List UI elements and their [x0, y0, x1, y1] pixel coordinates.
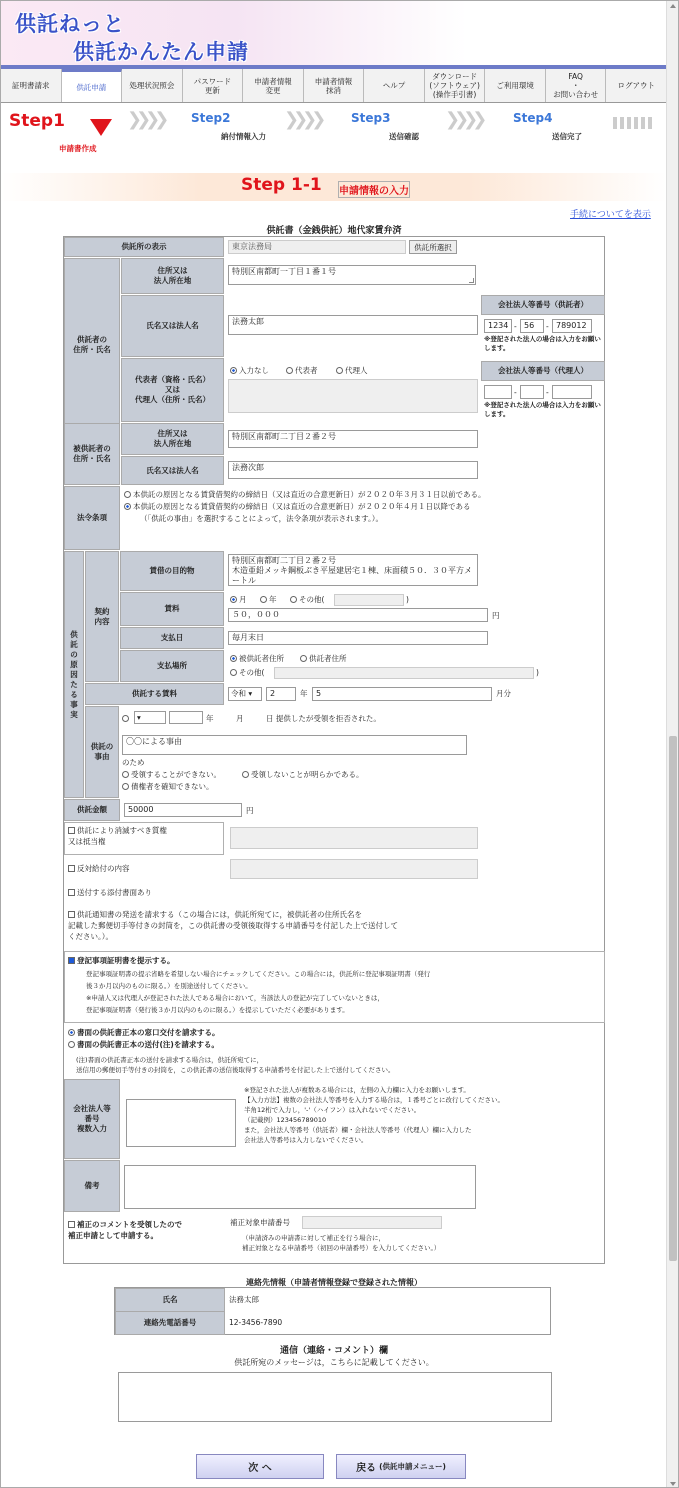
step2-label: Step2 [191, 111, 231, 125]
reason-input[interactable]: 〇〇による事由 [122, 735, 467, 755]
site-header [1, 1, 667, 69]
office-select-button[interactable]: 供託所選択 [409, 240, 457, 254]
comment-input[interactable] [118, 1372, 552, 1422]
nav-help[interactable]: ヘルプ [364, 69, 425, 102]
payplace-other-input[interactable] [274, 667, 534, 679]
law-option-1[interactable]: 本供託の原因となる賃貸借契約の締結日（又は直近の合意更新日）が２０２０年３月３１日以前である。 [124, 489, 604, 500]
next-button[interactable]: 次 へ [196, 1454, 324, 1479]
office-input[interactable]: 東京法務局 [228, 240, 406, 254]
nav-user-delete[interactable]: 申請者情報 抹消 [304, 69, 365, 102]
scroll-up-icon[interactable] [670, 4, 676, 8]
multi-corp-label: 会社法人等 番号 複数入力 [64, 1079, 120, 1159]
amount-unit: 円 [246, 806, 254, 815]
rep-radio-representative[interactable]: 代表者 [286, 365, 318, 376]
contact-tel-label: 連絡先電話番号 [115, 1311, 225, 1335]
main-nav [1, 69, 667, 103]
registration-checkbox[interactable]: 登記事項証明書を提示する。 [68, 955, 175, 966]
law-note: （「供託の事由」を選択することによって，法令条項が表示されます。）。 [140, 514, 383, 523]
step4-label: Step4 [513, 111, 553, 125]
nav-logout[interactable]: ログアウト [606, 69, 667, 102]
rent-amount-input[interactable]: ５０，０００ [228, 608, 488, 622]
correction-note: （申請済みの申請書に対して補正を行う場合に， 補正対象となる申請番号（初回の申請番号）を入力してください。） [242, 1234, 441, 1252]
section-title [1, 173, 667, 201]
representative-label: 代表者（資格・氏名） 又は 代理人（住所・氏名） [121, 358, 224, 422]
corp-no-2[interactable]: 56 [520, 319, 544, 333]
help-link[interactable]: 手続についてを表示 [570, 210, 651, 220]
reason-year-input[interactable] [169, 711, 203, 724]
reason-label: 供託の 事由 [85, 706, 119, 798]
scroll-down-icon[interactable] [670, 1482, 676, 1486]
rent-unit: 円 [492, 611, 500, 620]
comment-title: 通信（連絡・コメント）欄 [279, 1346, 388, 1356]
multi-corp-note: ※登記された法人が複数ある場合には，左側の入力欄に入力をお願いします。 【入力方法】複数の会社法人等番号を入力する場合は，１番号ごとに改行してください。 半角12桁で入力し，'-'（ハイフン）は入れないでください。 （記載例）123456789010 また，会社法人等番号（供託者）欄・会社法人等番号（代理人）欄に入力した 会社法人等番号は入力しないでください。 [244, 1086, 504, 1144]
name-label: 氏名又は法人名 [121, 295, 224, 357]
object-label: 賃借の目的物 [120, 551, 224, 591]
law-label: 法令条項 [64, 486, 120, 550]
month-unit: 月分 [496, 689, 511, 698]
agent-no-note: ※登記された法人の場合は入力をお願いします。 [484, 401, 601, 418]
agent-no-1[interactable] [484, 385, 512, 399]
notice-checkbox[interactable]: 供託通知書の発送を請求する（この場合には，供託所宛てに，被供託者の住所氏名を 記載した郵便切手等付きの封筒を，この供託書の受領後取得する申請番号を付記した上で送付して ください。）。 [68, 910, 398, 941]
representative-input[interactable] [228, 379, 478, 413]
law-option-2[interactable]: 本供託の原因となる賃貸借契約の締結日（又は直近の合意更新日）が２０２０年４月１日以降である [124, 501, 604, 512]
nav-user-change[interactable]: 申請者情報 変更 [243, 69, 304, 102]
corp-no-note: ※登記された法人の場合は入力をお願いします。 [484, 335, 601, 352]
nav-status[interactable]: 処理状況照会 [122, 69, 183, 102]
depositee-group-label: 被供託者の 住所・氏名 [64, 423, 120, 485]
payplace-radio-depositor[interactable]: 供託者住所 [300, 653, 347, 664]
year-input[interactable]: 2 [266, 687, 296, 701]
rent-other-input[interactable] [334, 594, 404, 606]
month-input[interactable]: 5 [312, 687, 492, 701]
dash: - [514, 322, 517, 331]
step2-sub: 納付情報入力 [221, 132, 266, 141]
depositee-name-label: 氏名又は法人名 [121, 456, 224, 485]
chevrons-icon: ❯❯❯❯ [445, 109, 482, 130]
chevrons-icon: ❯❯❯❯ [284, 109, 321, 130]
extinct-checkbox[interactable]: 供託により消滅すべき質権 又は抵当権 [68, 826, 167, 846]
rent-label: 賃料 [120, 592, 224, 626]
step3-sub: 送信確認 [389, 132, 419, 141]
object-input[interactable]: 特別区南都町二丁目２番２号 木造亜鉛メッキ鋼板ぶき平屋建居宅１棟、床面積５０．３０平方メートル [228, 554, 478, 586]
correction-no-label: 補正対象申請番号 [230, 1218, 290, 1227]
contact-title: 連絡先情報（申請者情報登録で登録された情報） [246, 1278, 422, 1287]
rep-radio-agent[interactable]: 代理人 [336, 365, 368, 376]
corp-no-1[interactable]: 1234 [484, 319, 512, 333]
amount-label: 供託金額 [64, 799, 120, 821]
correction-checkbox[interactable]: 補正のコメントを受領したので 補正申請として申請する。 [68, 1220, 182, 1240]
vertical-scrollbar[interactable] [666, 1, 678, 1488]
step3-label: Step3 [351, 111, 391, 125]
rent-radio-other[interactable]: その他( [290, 594, 324, 605]
step1-label: Step1 [9, 111, 65, 131]
site-logo-line2: 供託かんたん申請 [73, 40, 249, 64]
issue-radio-mail[interactable]: 書面の供託書正本の送付(注)を請求する。 [68, 1039, 219, 1050]
depositee-name-input[interactable]: 法務次郎 [228, 461, 478, 479]
paren-close: ) [406, 595, 409, 604]
agent-no-3[interactable] [552, 385, 592, 399]
contract-label: 契約 内容 [85, 551, 119, 682]
application-form [63, 236, 605, 1264]
dash: - [546, 388, 549, 397]
amount-input[interactable]: 50000 [124, 803, 242, 817]
cause-group-label: 供 託 の 原 因 た る 事 実 [64, 551, 84, 798]
payday-input[interactable]: 毎月末日 [228, 631, 488, 645]
current-step-arrow-icon [90, 119, 112, 136]
address-label: 住所又は 法人所在地 [121, 258, 224, 294]
nav-environment[interactable]: ご利用環境 [485, 69, 546, 102]
payday-label: 支払日 [120, 627, 224, 649]
counter-checkbox[interactable]: 反対給付の内容 [68, 863, 130, 874]
multi-corp-input[interactable] [126, 1099, 236, 1147]
dash: - [514, 388, 517, 397]
scroll-thumb[interactable] [669, 736, 677, 1261]
reason-era-select[interactable]: ▾ [134, 711, 166, 724]
contact-name-label: 氏名 [115, 1288, 225, 1312]
nav-download[interactable]: ダウンロード (ソフトウェア) (操作手引書) [425, 69, 486, 102]
period-label: 供託する賃料 [85, 683, 224, 705]
step-indicator [1, 105, 667, 161]
document-title: 供託書（金銭供託）地代家賃弁済 [266, 226, 402, 236]
reason-row1-text: 年 月 日 提供したが受領を拒否された。 [206, 714, 381, 723]
nav-password[interactable]: パスワード 更新 [183, 69, 244, 102]
contact-tel-value: 12-3456-7890 [229, 1318, 283, 1327]
address-input[interactable]: 特別区南都町一丁目１番１号 [228, 265, 476, 285]
back-button[interactable]: 戻る (供託申請メニュー) [336, 1454, 466, 1479]
contact-table [114, 1287, 551, 1335]
nav-faq[interactable]: FAQ ・ お問い合わせ [546, 69, 607, 102]
depositee-address-input[interactable]: 特別区南都町二丁目２番２号 [228, 430, 478, 448]
year-unit: 年 [300, 689, 308, 698]
payplace-label: 支払場所 [120, 650, 224, 682]
issue-note: (注)書面の供託書正本の送付を請求する場合は，供託所宛てに， 送信用の郵便切手等付きの封筒を，この供託書の送信後取得する申請番号を付記した上で送付してください。 [76, 1056, 395, 1074]
office-label: 供託所の表示 [64, 237, 224, 257]
extinct-input[interactable] [230, 827, 478, 849]
rent-radio-year[interactable]: 年 [260, 594, 277, 605]
issue-radio-counter[interactable]: 書面の供託書正本の窓口交付を請求する。 [68, 1027, 220, 1038]
agent-no-2[interactable] [520, 385, 544, 399]
rep-radio-none[interactable]: 入力なし [230, 365, 269, 376]
remarks-input[interactable] [124, 1165, 476, 1209]
attach-checkbox[interactable]: 送付する添付書面あり [68, 887, 152, 898]
chevrons-icon: ❯❯❯❯ [127, 109, 164, 130]
site-logo-line1: 供託ねっと [15, 12, 125, 36]
depositee-address-label: 住所又は 法人所在地 [121, 423, 224, 455]
dash: - [546, 322, 549, 331]
payplace-radio-other[interactable]: その他( [230, 667, 264, 678]
reason-radio-rejected[interactable] [122, 713, 131, 724]
step1-sub: 申請書作成 [59, 144, 97, 153]
nav-deposit-apply[interactable]: 供託申請 [62, 69, 123, 102]
counter-input[interactable] [230, 859, 478, 879]
reason-radio-unknown[interactable]: 債権者を確知できない。 [122, 781, 214, 792]
depositor-group-label: 供託者の 住所・氏名 [64, 258, 120, 432]
rent-radio-month[interactable]: 月 [230, 594, 247, 605]
corp-no-label: 会社法人等番号（供託者） [481, 295, 605, 315]
nav-certificate[interactable]: 証明書請求 [1, 69, 62, 102]
contact-name-value: 法務太郎 [229, 1295, 259, 1304]
corp-no-3[interactable]: 789012 [552, 319, 592, 333]
name-input[interactable]: 法務太郎 [228, 315, 478, 335]
agent-corp-no-label: 会社法人等番号（代理人） [481, 361, 605, 381]
comment-subtitle: 供託所宛のメッセージは，こちらに記載してください。 [234, 1358, 434, 1367]
paren-close: ) [536, 668, 539, 677]
section-step: Step 1-1 [241, 175, 322, 195]
era-select[interactable]: 令和 ▾ [228, 687, 262, 701]
reason-tame: のため [122, 758, 145, 767]
registration-note: 登記事項証明書の提示省略を希望しない場合にチェックしてください。この場合には，供託所に登記事項証明書（発行 後３か月以内のものに限る。）を別途送付してください。 ※申請人又は代理人が登記された法人である場合において，当該法人の登記が完了していないときは， 登記事項証明書（発行後３か月以内のものに限る。）を提示していただく必要があります。 [86, 970, 431, 1014]
reason-radio-cannot[interactable]: 受領することができない。 [122, 769, 221, 780]
step4-sub: 送信完了 [552, 132, 582, 141]
end-bars-icon [613, 117, 653, 129]
payplace-radio-depositee[interactable]: 被供託者住所 [230, 653, 284, 664]
correction-no-input[interactable] [302, 1216, 442, 1229]
remarks-label: 備考 [64, 1160, 120, 1212]
reason-radio-refuse[interactable]: 受領しないことが明らかである。 [242, 769, 364, 780]
section-label: 申請情報の入力 [338, 181, 410, 198]
